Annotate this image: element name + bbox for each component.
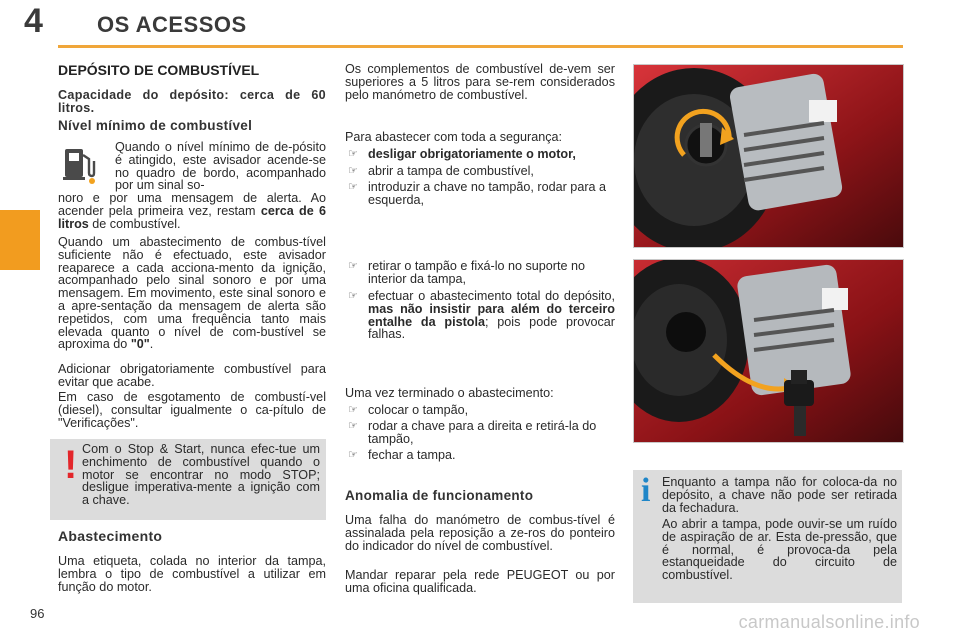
fuel-pump-icon [62, 143, 98, 185]
header-rule [58, 45, 903, 48]
warning-box [50, 439, 326, 520]
min-level-p1-indent: Quando o nível mínimo de de-pósito é atingido, este avisador acende-se no quadro de bordo, acompanhado por um sinal so- [115, 140, 326, 193]
bullet-item: ☞ introduzir a chave no tampão, rodar para a esquerda, [348, 180, 607, 207]
min-level-title: Nível mínimo de combustível [58, 118, 253, 133]
chapter-title: OS ACESSOS [97, 12, 247, 37]
bullet-item: ☞ abrir a tampa de combustível, [348, 164, 534, 178]
chapter-number: 4 [24, 2, 43, 40]
bullet-item: ☞ efectuar o abastecimento total do depósito, mas não insistir para além do terceiro entalhe da pistola; pois pode provocar falhas. [348, 289, 615, 342]
min-level-p3: Adicionar obrigatoriamente combustível para evitar que acabe. [58, 362, 326, 389]
bullet-hand-icon: ☞ [348, 404, 358, 416]
chapter-side-tab [0, 210, 40, 270]
page-number: 96 [30, 606, 45, 621]
bullet-hand-icon: ☞ [348, 181, 358, 193]
abastecimento-text: Uma etiqueta, colada no interior da tampa, lembra o tipo de combustível a utilizar em função do motor. [58, 554, 326, 594]
min-level-p4: Em caso de esgotamento de combustí-vel (diesel), consultar igualmente o ca-pítulo de "Verificações". [58, 390, 326, 430]
bullet-item: ☞ fechar a tampa. [348, 448, 456, 462]
bullet-hand-icon: ☞ [348, 165, 358, 177]
col2-p1: Os complementos de combustível de-vem ser superiores a 5 litros para se-rem considerados pelo manómetro de combustível. [345, 62, 615, 102]
warning-text: Com o Stop & Start, nunca efec-tue um enchimento de combustível quando o motor se encontrar no modo STOP; desligue imperativa-mente a ignição com a chave. [82, 442, 320, 508]
col2-p3: Uma vez terminado o abastecimento: [345, 386, 554, 400]
min-level-p2: Quando um abastecimento de combus-tível suficiente não é efectuado, este avisador reaparece a cada acciona-mento da ignição, acompanhado pelo sinal sonoro e por uma mensagem. Em movimento, este sinal sonoro e a apre-sentação da mensagem de alerta são repetidos, com uma frequência tanto mais elevada quanto o nível de com-bustível se aproxima do "0". [58, 235, 326, 352]
anomalia-title: Anomalia de funcionamento [345, 488, 534, 503]
bullet-item: ☞ colocar o tampão, [348, 403, 469, 417]
fuel-cap-holder-photo [633, 259, 904, 443]
section-title: DEPÓSITO DE COMBUSTÍVEL [58, 62, 260, 78]
bullet-hand-icon: ☞ [348, 260, 358, 272]
bullet-item: ☞ rodar a chave para a direita e retirá-la do tampão, [348, 419, 597, 446]
info-box [633, 470, 902, 603]
bullet-hand-icon: ☞ [348, 290, 358, 302]
bullet-hand-icon: ☞ [348, 420, 358, 432]
abastecimento-title: Abastecimento [58, 528, 163, 544]
bullet-hand-icon: ☞ [348, 148, 358, 160]
capacity-note: Capacidade do depósito: cerca de 60 litros. [58, 88, 326, 115]
fuel-flap-key-photo [633, 64, 904, 248]
min-level-p1-cont: noro e por uma mensagem de alerta. Ao acender pela primeira vez, restam cerca de 6 litros de combustível. [58, 191, 326, 231]
bullet-hand-icon: ☞ [348, 449, 358, 461]
col2-p2: Para abastecer com toda a segurança: [345, 130, 563, 144]
watermark: carmanualsonline.info [738, 612, 920, 632]
info-icon: i [641, 472, 651, 509]
warning-icon: ! [64, 443, 78, 487]
info-p2: Ao abrir a tampa, pode ouvir-se um ruído de aspiração de ar. Esta de-pressão, que é normal, é provoca-da pela estanqueidade do circuito de combustível. [662, 517, 897, 583]
bullet-item: ☞ desligar obrigatoriamente o motor, [348, 147, 576, 161]
bullet-item: ☞ retirar o tampão e fixá-lo no suporte no interior da tampa, [348, 259, 586, 286]
anomalia-p1: Uma falha do manómetro de combus-tível é assinalada pela reposição a ze-ros do ponteiro do indicador do nível de combustível. [345, 513, 615, 553]
anomalia-p2: Mandar reparar pela rede PEUGEOT ou por uma oficina qualificada. [345, 568, 615, 595]
info-p1: Enquanto a tampa não for coloca-da no depósito, a chave não pode ser retirada da fechadura. [662, 475, 897, 515]
